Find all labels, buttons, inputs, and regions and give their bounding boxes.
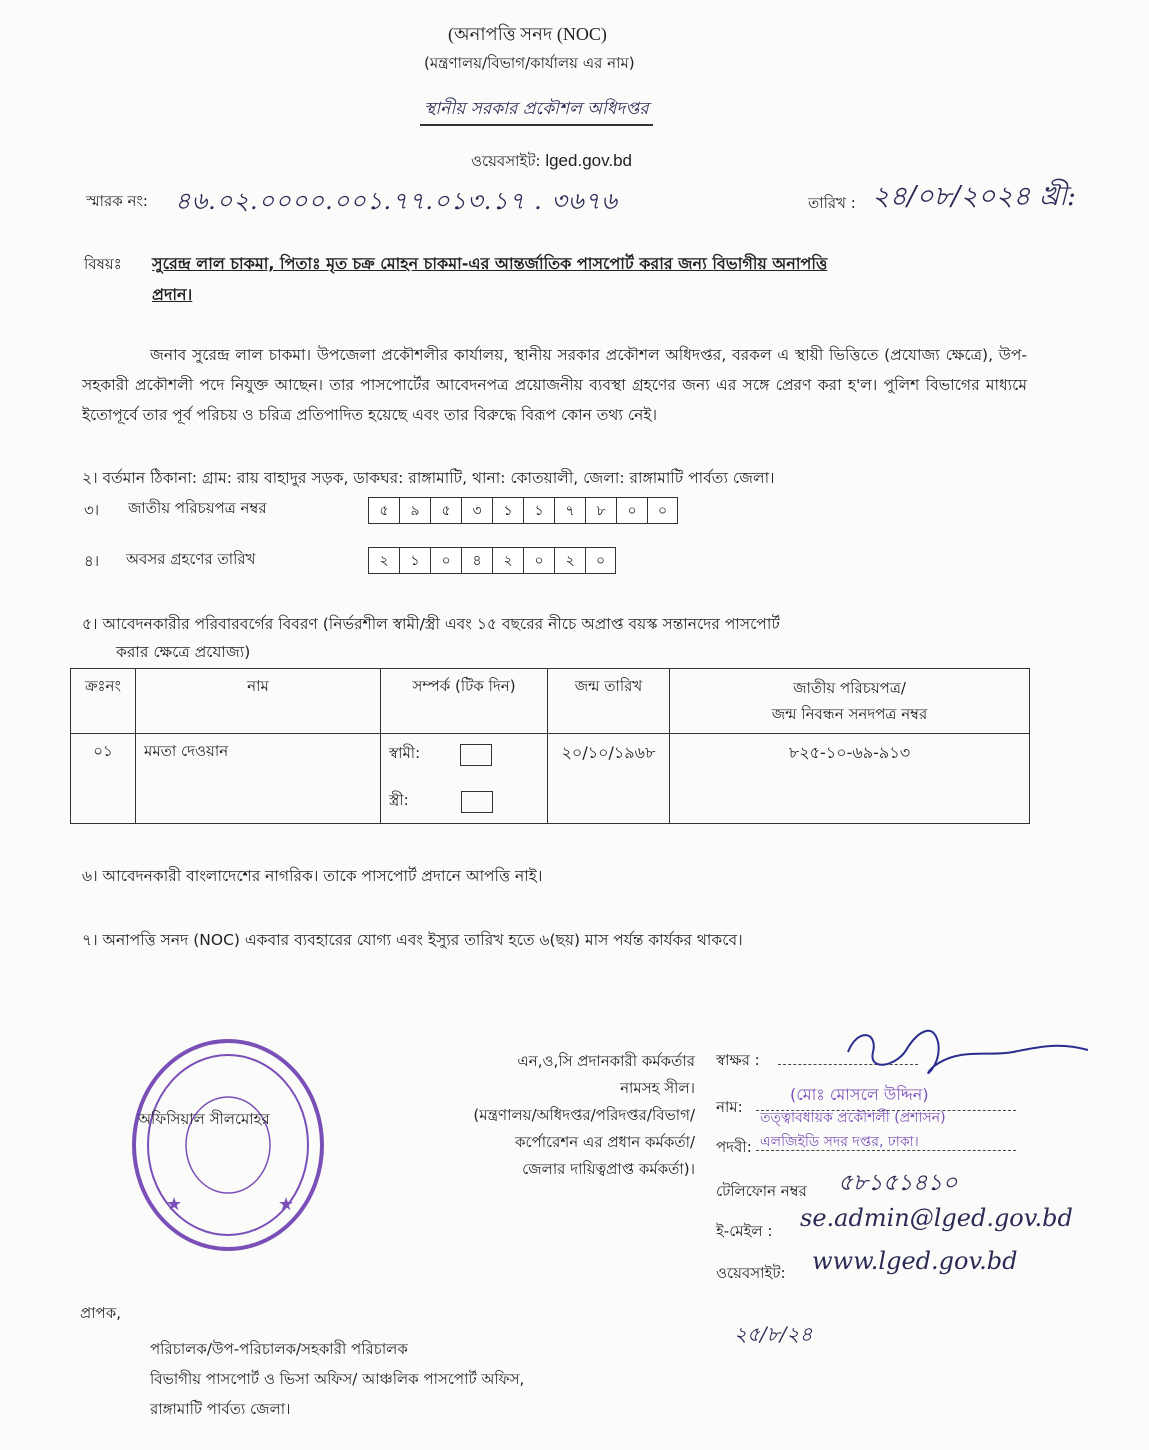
phone-value: ৫৮১৫১৪১০ <box>838 1170 958 1196</box>
cell-relation <box>381 734 548 824</box>
document-title: (অনাপত্তি সনদ (NOC) <box>448 24 607 44</box>
subject-line-2: প্রদান। <box>152 285 193 304</box>
subject-label: বিষয়ঃ <box>84 255 122 273</box>
family-details-line-2: করার ক্ষেত্রে প্রযোজ্য) <box>116 643 251 661</box>
officer-line-5: জেলার দায়িত্বপ্রাপ্ত কর্মকর্তা)। <box>522 1160 695 1178</box>
designation-stamp: তত্ত্বাবধায়ক প্রকৌশলী (প্রশাসন) <box>760 1110 946 1126</box>
husband-option <box>389 742 539 767</box>
svg-text:★: ★ <box>278 1194 295 1215</box>
header-relation: সম্পর্ক (টিক দিন) <box>381 669 548 734</box>
date-label: তারিখ : <box>808 194 856 212</box>
header-serial: ক্রঃনং <box>71 669 136 734</box>
header-id <box>670 669 1030 734</box>
cell-name: মমতা দেওয়ান <box>136 734 381 824</box>
footer-website-label: ওয়েবসাইট: <box>716 1264 786 1282</box>
wife-checkbox[interactable] <box>461 791 493 813</box>
name-label: নাম: <box>716 1098 743 1116</box>
nid-digit: ৭ <box>554 497 585 524</box>
cell-id: ৮২৫-১০-৬৯-৯১৩ <box>670 734 1030 824</box>
recipient-line-2: বিভাগীয় পাসপোর্ট ও ভিসা অফিস/ আঞ্চলিক পাসপোর্ট অফিস, <box>150 1370 525 1388</box>
nid-digit: ৮ <box>585 497 616 524</box>
wife-option <box>389 789 539 814</box>
recipient-label: প্রাপক, <box>80 1304 121 1322</box>
nid-digit: ১ <box>523 497 554 524</box>
signature-icon <box>838 1012 1098 1092</box>
header-name: নাম <box>136 669 381 734</box>
email-label: ই-মেইল : <box>716 1222 773 1240</box>
body-paragraph: জনাব সুরেন্দ্র লাল চাকমা। উপজেলা প্রকৌশলীর কার্যালয়, স্থানীয় সরকার প্রকৌশল অধিদপ্তর, বরকল এ স্থায়ী ভিত্তিতে (প্রযোজ্য ক্ষেত্রে), উপ-সহকারী প্রকৌশলী পদে নিযুক্ত আছেন। তার পাসপোর্টের আবেদনপত্র প্রয়োজনীয় ব্যবস্থা গ্রহণের জন্য এর সঙ্গে প্রেরণ করা হ'ল। পুলিশ বিভাগের মাধ্যমে ইতোপূর্বে তার পূর্ব পরিচয় ও চরিত্র প্রতিপাদিত হয়েছে এবং তার বিরুদ্ধে বিরূপ কোন তথ্য নেই। <box>82 346 1027 424</box>
retirement-date-digit: ০ <box>523 547 554 574</box>
initial-date: ২৫/৮/২৪ <box>734 1322 813 1346</box>
website-label: ওয়েবসাইট: <box>471 152 541 170</box>
family-details-line-1: ৫। আবেদনকারীর পরিবারবর্গের বিবরণ (নির্ভরশীল স্বামী/স্ত্রী এবং ১৫ বছরের নীচে অপ্রাপ্ত বয়স্ক সন্তানদের পাসপোর্ট <box>82 615 780 633</box>
official-seal <box>128 1035 328 1255</box>
address-line: ২। বর্তমান ঠিকানা: গ্রাম: রায় বাহাদুর সড়ক, ডাকঘর: রাঙ্গামাটি, থানা: কোতয়ালী, জেলা: রাঙ্গামাটি পার্বত্য জেলা। <box>82 469 775 487</box>
retirement-date-digit: ১ <box>399 547 430 574</box>
officer-line-3: (মন্ত্রণালয়/অধিদপ্তর/পরিদপ্তর/বিভাগ/ <box>473 1106 695 1124</box>
retirement-label: অবসর গ্রহণের তারিখ <box>126 550 256 568</box>
item4-number: ৪। <box>84 552 100 570</box>
officer-line-2: নামসহ সীল। <box>620 1079 695 1097</box>
item-6: ৬। আবেদনকারী বাংলাদেশের নাগরিক। তাকে পাসপোর্ট প্রদানে আপত্তি নাই। <box>82 867 543 885</box>
nid-digit: ৯ <box>399 497 430 524</box>
cell-dob: ২০/১০/১৯৬৮ <box>548 734 670 824</box>
nid-digit: ৫ <box>368 497 399 524</box>
website-value: lged.gov.bd <box>545 151 632 170</box>
header-id-line-2: জন্ম নিবন্ধন সনদপত্র নম্বর <box>771 705 928 723</box>
retirement-date-digit: ২ <box>554 547 585 574</box>
nid-digit: ০ <box>616 497 647 524</box>
officer-description <box>410 1048 695 1183</box>
footer-website-value: www.lged.gov.bd <box>812 1247 1018 1275</box>
nid-digit: ০ <box>647 497 678 524</box>
wife-label: স্ত্রী: <box>389 791 409 809</box>
recipient-line-1: পরিচালক/উপ-পরিচালক/সহকারী পরিচালক <box>150 1340 408 1358</box>
retirement-date-digit: ৪ <box>461 547 492 574</box>
officer-line-4: কর্পোরেশন এর প্রধান কর্মকর্তা/ <box>514 1133 695 1151</box>
retirement-date-digit: ০ <box>430 547 461 574</box>
date-value: ২৪/০৮/২০২৪ খ্রী: <box>872 181 1077 212</box>
seal-label: অফিসিয়াল সীলমোহর <box>138 1110 270 1128</box>
nid-digit: ৫ <box>430 497 461 524</box>
family-table <box>70 668 1030 824</box>
designation-label: পদবী: <box>716 1138 752 1156</box>
nid-digit: ১ <box>492 497 523 524</box>
nid-digit: ৩ <box>461 497 492 524</box>
svg-text:★: ★ <box>166 1194 183 1215</box>
office-name-handwritten: স্থানীয় সরকার প্রকৌশল অধিদপ্তর <box>420 96 653 126</box>
nid-label: জাতীয় পরিচয়পত্র নম্বর <box>128 499 267 517</box>
email-value: se.admin@lged.gov.bd <box>800 1204 1073 1232</box>
cell-serial: ০১ <box>71 734 136 824</box>
name-stamp: (মোঃ মোসলে উদ্দিন) <box>790 1085 929 1104</box>
seal-stamp-icon <box>128 1035 328 1255</box>
husband-label: স্বামী: <box>389 744 421 762</box>
phone-label: টেলিফোন নম্বর <box>716 1182 807 1200</box>
item3-number: ৩। <box>84 501 100 519</box>
table-header-row <box>71 669 1030 734</box>
signature-label: স্বাক্ষর : <box>716 1051 760 1069</box>
header-website <box>471 150 632 175</box>
item-7: ৭। অনাপত্তি সনদ (NOC) একবার ব্যবহারের যোগ্য এবং ইস্যুর তারিখ হতে ৬(ছয়) মাস পর্যন্ত কার্যকর থাকবে। <box>82 931 743 949</box>
office-stamp: এলজিইডি সদর দপ্তর, ঢাকা। <box>760 1134 919 1150</box>
header-dob: জন্ম তারিখ <box>548 669 670 734</box>
memo-number: ৪৬.০২.০০০০.০০১.৭৭.০১৩.১৭ . ৩৬৭৬ <box>175 187 618 215</box>
recipient-line-3: রাঙ্গামাটি পার্বত্য জেলা। <box>150 1400 291 1418</box>
retirement-date-digit: ০ <box>585 547 616 574</box>
husband-checkbox[interactable] <box>460 744 492 766</box>
document-subtitle: (মন্ত্রণালয়/বিভাগ/কার্যালয় এর নাম) <box>424 54 635 72</box>
retirement-date-digit: ২ <box>368 547 399 574</box>
officer-line-1: এন,ও,সি প্রদানকারী কর্মকর্তার <box>517 1052 695 1070</box>
header-id-line-1: জাতীয় পরিচয়পত্র/ <box>793 679 906 697</box>
subject-line-1: সুরেন্দ্র লাল চাকমা, পিতাঃ মৃত চক্র মোহন চাকমা-এর আন্তর্জাতিক পাসপোর্ট করার জন্য বিভাগীয় অনাপত্তি <box>152 254 828 273</box>
nid-number-boxes <box>368 497 678 524</box>
retirement-date-digit: ২ <box>492 547 523 574</box>
retirement-date-boxes <box>368 547 616 574</box>
memo-label: স্মারক নং: <box>86 192 148 210</box>
table-row <box>71 734 1030 824</box>
